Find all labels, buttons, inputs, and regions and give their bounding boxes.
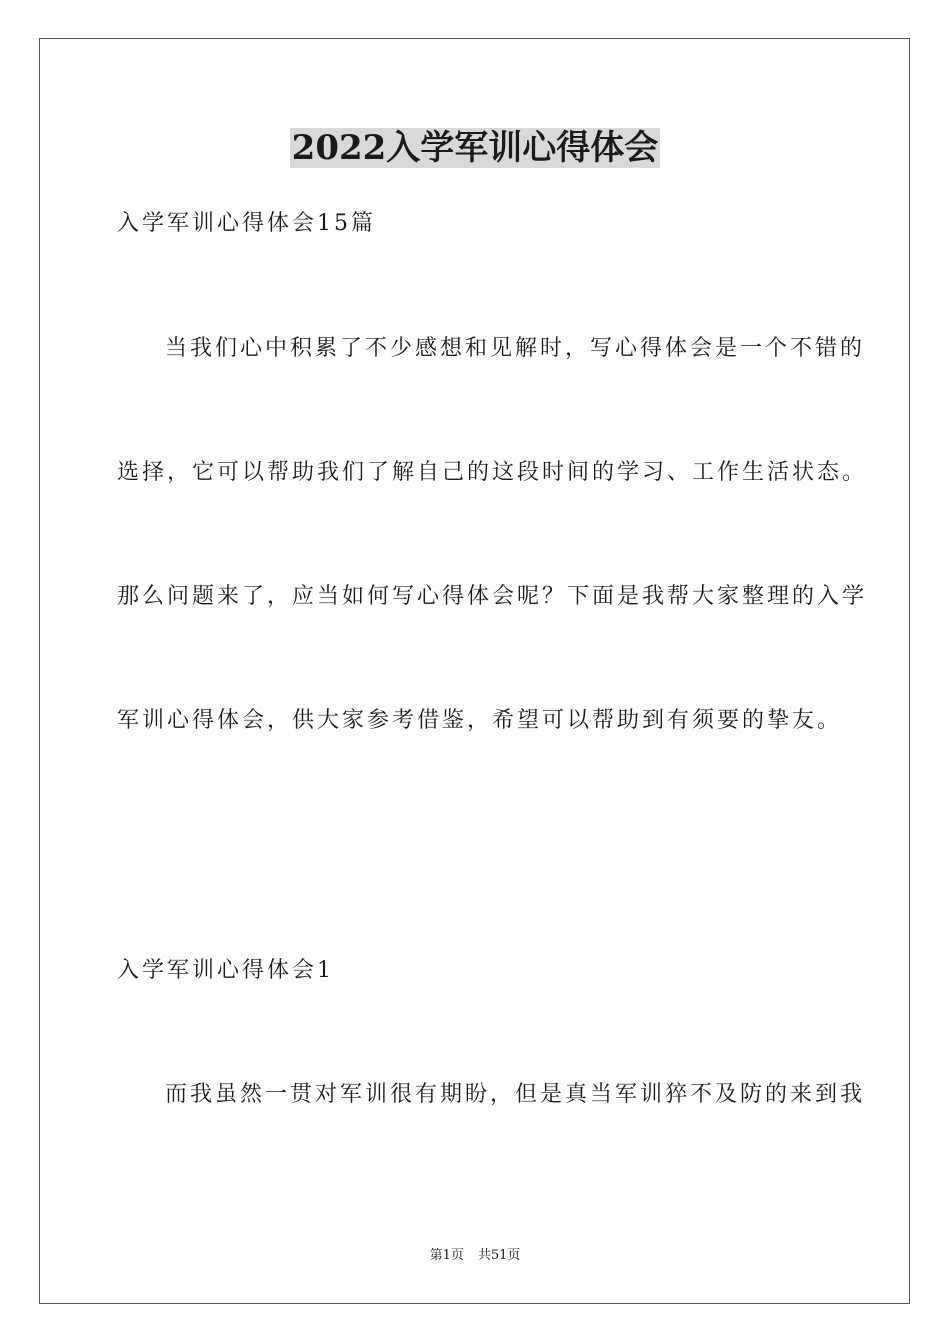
paragraph-line: 那么问题来了，应当如何写心得体会呢？下面是我帮大家整理的入学: [117, 584, 868, 609]
page-number: 第1页: [429, 1248, 464, 1263]
document-subtitle: 入学军训心得体会15篇: [117, 211, 376, 236]
document-title: [0, 124, 950, 172]
document-title-text: 2022入学军训心得体会: [291, 128, 659, 168]
paragraph-line: 选择，它可以帮助我们了解自己的这段时间的学习、工作生活状态。: [117, 460, 868, 485]
page-total: 共51页: [477, 1248, 521, 1263]
page-footer: [0, 1246, 950, 1266]
paragraph-line: 而我虽然一贯对军训很有期盼，但是真当军训猝不及防的来到我: [165, 1082, 866, 1107]
section-heading: 入学军训心得体会1: [117, 958, 334, 983]
paragraph-line: 当我们心中积累了不少感想和见解时，写心得体会是一个不错的: [165, 336, 866, 361]
paragraph-line: 军训心得体会，供大家参考借鉴，希望可以帮助到有须要的挚友。: [117, 708, 843, 733]
